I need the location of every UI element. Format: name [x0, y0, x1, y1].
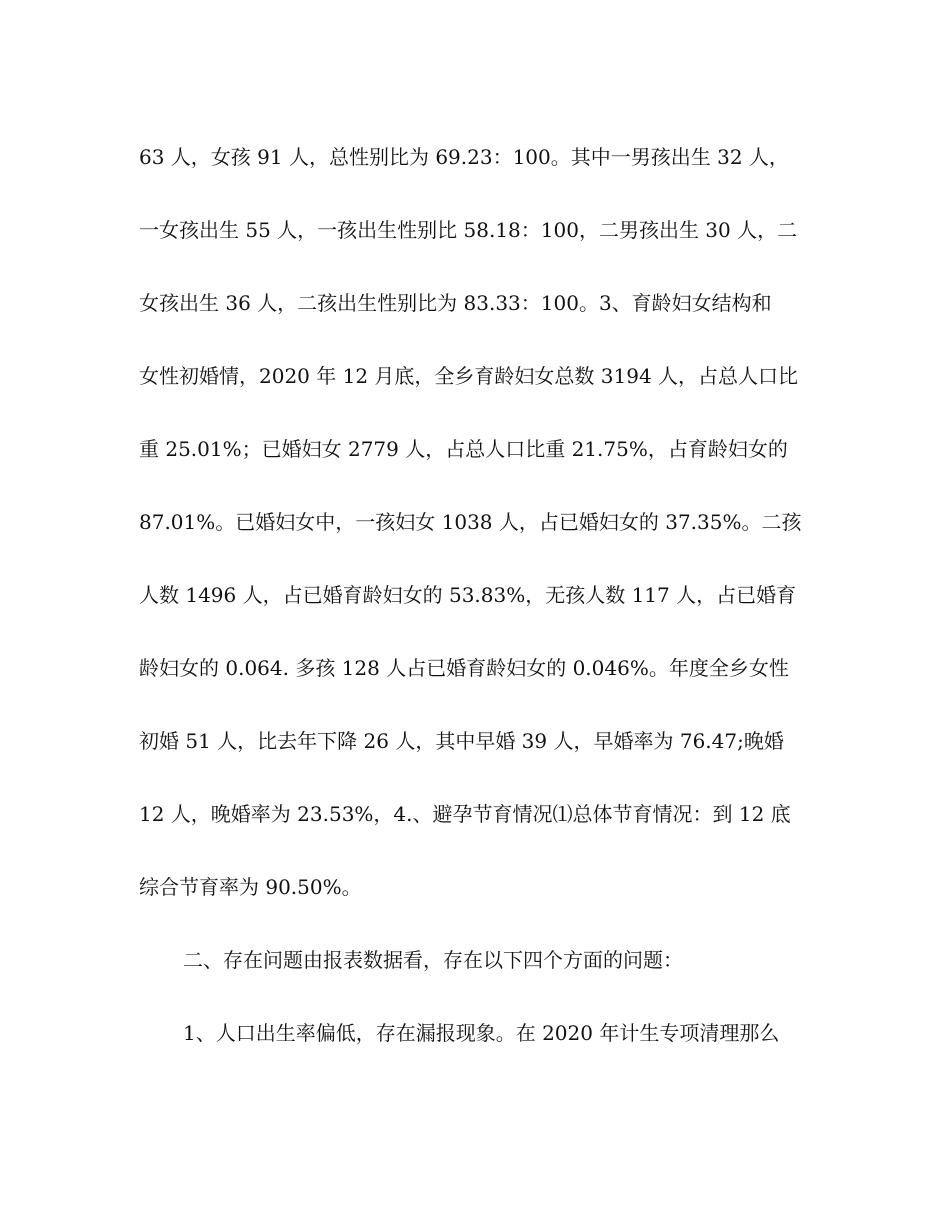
- text-line: 1、人口出生率偏低，存在漏报现象。在 2020 年计生专项清理那么: [183, 1021, 780, 1045]
- document-body: [139, 137, 819, 1086]
- text-line: 综合节育率为 90.50%。: [139, 875, 362, 899]
- text-line: 初婚 51 人，比去年下降 26 人，其中早婚 39 人，早婚率为 76.47;晚婚: [139, 729, 784, 753]
- text-line: 龄妇女的 0.064. 多孩 128 人占已婚育龄妇女的 0.046%。年度全乡女性: [139, 656, 789, 680]
- text-line: 女孩出生 36 人，二孩出生性别比为 83.33：100。3、育龄妇女结构和: [139, 291, 772, 315]
- text-line: 12 人，晚婚率为 23.53%，4.、避孕节育情况⑴总体节育情况：到 12 底: [139, 802, 791, 826]
- text-line: 63 人，女孩 91 人，总性别比为 69.23：100。其中一男孩出生 32 人，: [139, 145, 789, 169]
- text-line: 87.01%。已婚妇女中，一孩妇女 1038 人，占已婚妇女的 37.35%。二孩: [139, 510, 802, 534]
- text-line: 人数 1496 人，占已婚育龄妇女的 53.83%，无孩人数 117 人，占已婚育: [139, 583, 797, 607]
- text-line: 一女孩出生 55 人，一孩出生性别比 58.18：100，二男孩出生 30 人，二: [139, 218, 798, 242]
- text-line: 重 25.01%；已婚妇女 2779 人，占总人口比重 21.75%，占育龄妇女的: [139, 437, 788, 461]
- text-line: 女性初婚情，2020 年 12 月底，全乡育龄妇女总数 3194 人，占总人口比: [139, 364, 799, 388]
- section-heading: 二、存在问题由报表数据看，存在以下四个方面的问题：: [183, 948, 683, 972]
